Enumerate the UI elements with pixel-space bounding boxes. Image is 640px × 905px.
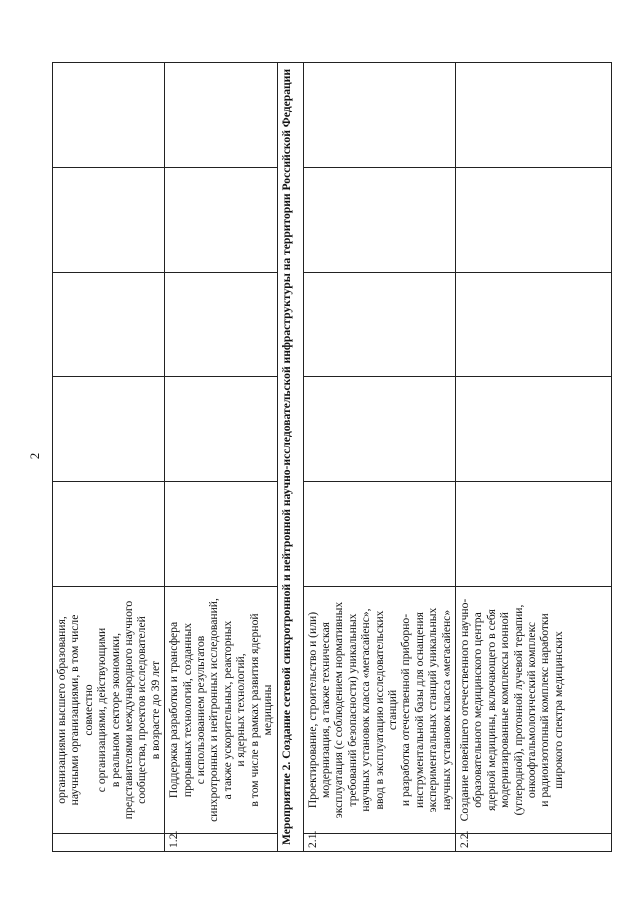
row-number: 2.2. [455,834,611,852]
table-row [303,63,455,852]
description-line: эксплуатация (с соблюдением нормативных [332,601,346,819]
empty-cell [455,63,611,168]
description-line: а также ускорительных, реакторных [220,620,234,800]
row-number: 1.2. [165,834,277,852]
document-table-rotated [52,62,612,852]
description-line: Создание новейшего отечественного научно- [457,598,471,822]
empty-cell [455,377,611,482]
empty-cell [455,482,611,587]
empty-cell [303,272,455,377]
empty-cell [165,482,277,587]
description-line: требований безопасности) уникальных [345,613,359,807]
description-line: с использованием результатов [194,635,208,785]
description-line: медицины [261,684,275,736]
empty-cell [303,482,455,587]
description-line: совместно [81,684,95,736]
empty-cell [53,63,165,168]
description-line: организациями высшего образования, [55,616,68,804]
description-line: и радиоизотопный комплекс наработки [538,613,552,807]
description-line: в том числе в рамках развития ядерной [247,613,261,807]
description-line: прорывных технологий, созданных [180,622,194,798]
empty-cell [165,63,277,168]
empty-cell [303,63,455,168]
description-line: ввод в эксплуатацию исследовательских [372,610,386,810]
empty-cell [53,482,165,587]
description-line: в возрасте до 39 лет [148,660,162,760]
description-line: и ядерных технологий, [234,653,248,767]
description-line: Поддержка разработки и трансфера [167,621,181,799]
row-description [455,587,611,834]
description-line: с организациями, действующими [95,627,109,793]
description-line: и разработка отечественной приборно- [399,613,413,807]
description-line: в реальном секторе экономики, [108,632,122,788]
empty-cell [165,167,277,272]
description-line: научными организациями, в том числе [68,614,82,806]
description-line: научных установок класса «мегасайенс», [359,608,373,812]
description-line: ядерной медицины, включающего в себя [484,609,498,811]
description-line: широкого спектра медицинских [551,631,565,789]
description-line: инструментальной базы для оснащения [412,612,426,808]
description-line: модернизация, а также техническая [318,622,332,798]
table-row [53,63,165,852]
empty-cell [455,167,611,272]
description-line: научных установок класса «мегасайенс» [439,609,453,811]
description-line: онкоофтальмологический комплекс [525,621,538,799]
description-line: образовательного медицинского центра [471,612,485,808]
section-heading: Мероприятие 2. Создание сетевой синхротронной и нейтронной научно-исследовательской инфраструктуры на территории Российской Федерации [277,63,303,852]
empty-cell [303,377,455,482]
description-line: станций [385,689,399,731]
empty-cell [303,167,455,272]
description-line: экспериментальных станций уникальных [426,607,440,813]
row-number [53,834,165,852]
description-line: сообщества, проектов исследователей [135,616,149,804]
description-line: Проектирование, строительство и (или) [305,611,319,809]
empty-cell [165,272,277,377]
empty-cell [53,167,165,272]
empty-cell [165,377,277,482]
page-number: 2 [27,452,42,460]
description-line: модернизированные комплексы ионной [498,612,512,808]
row-description [53,587,165,834]
empty-cell [455,272,611,377]
description-line: представителями международного научного [122,600,136,820]
description-line: (углеродной), протонной лучевой терапии, [511,604,525,816]
description-line: синхротронных и нейтронных исследований, [207,598,221,822]
row-number: 2.1. [303,834,455,852]
empty-cell [53,377,165,482]
row-description [303,587,455,834]
measures-table [52,62,612,852]
row-description [165,587,277,834]
empty-cell [53,272,165,377]
table-row [455,63,611,852]
table-row [165,63,277,852]
section-row [277,63,303,852]
